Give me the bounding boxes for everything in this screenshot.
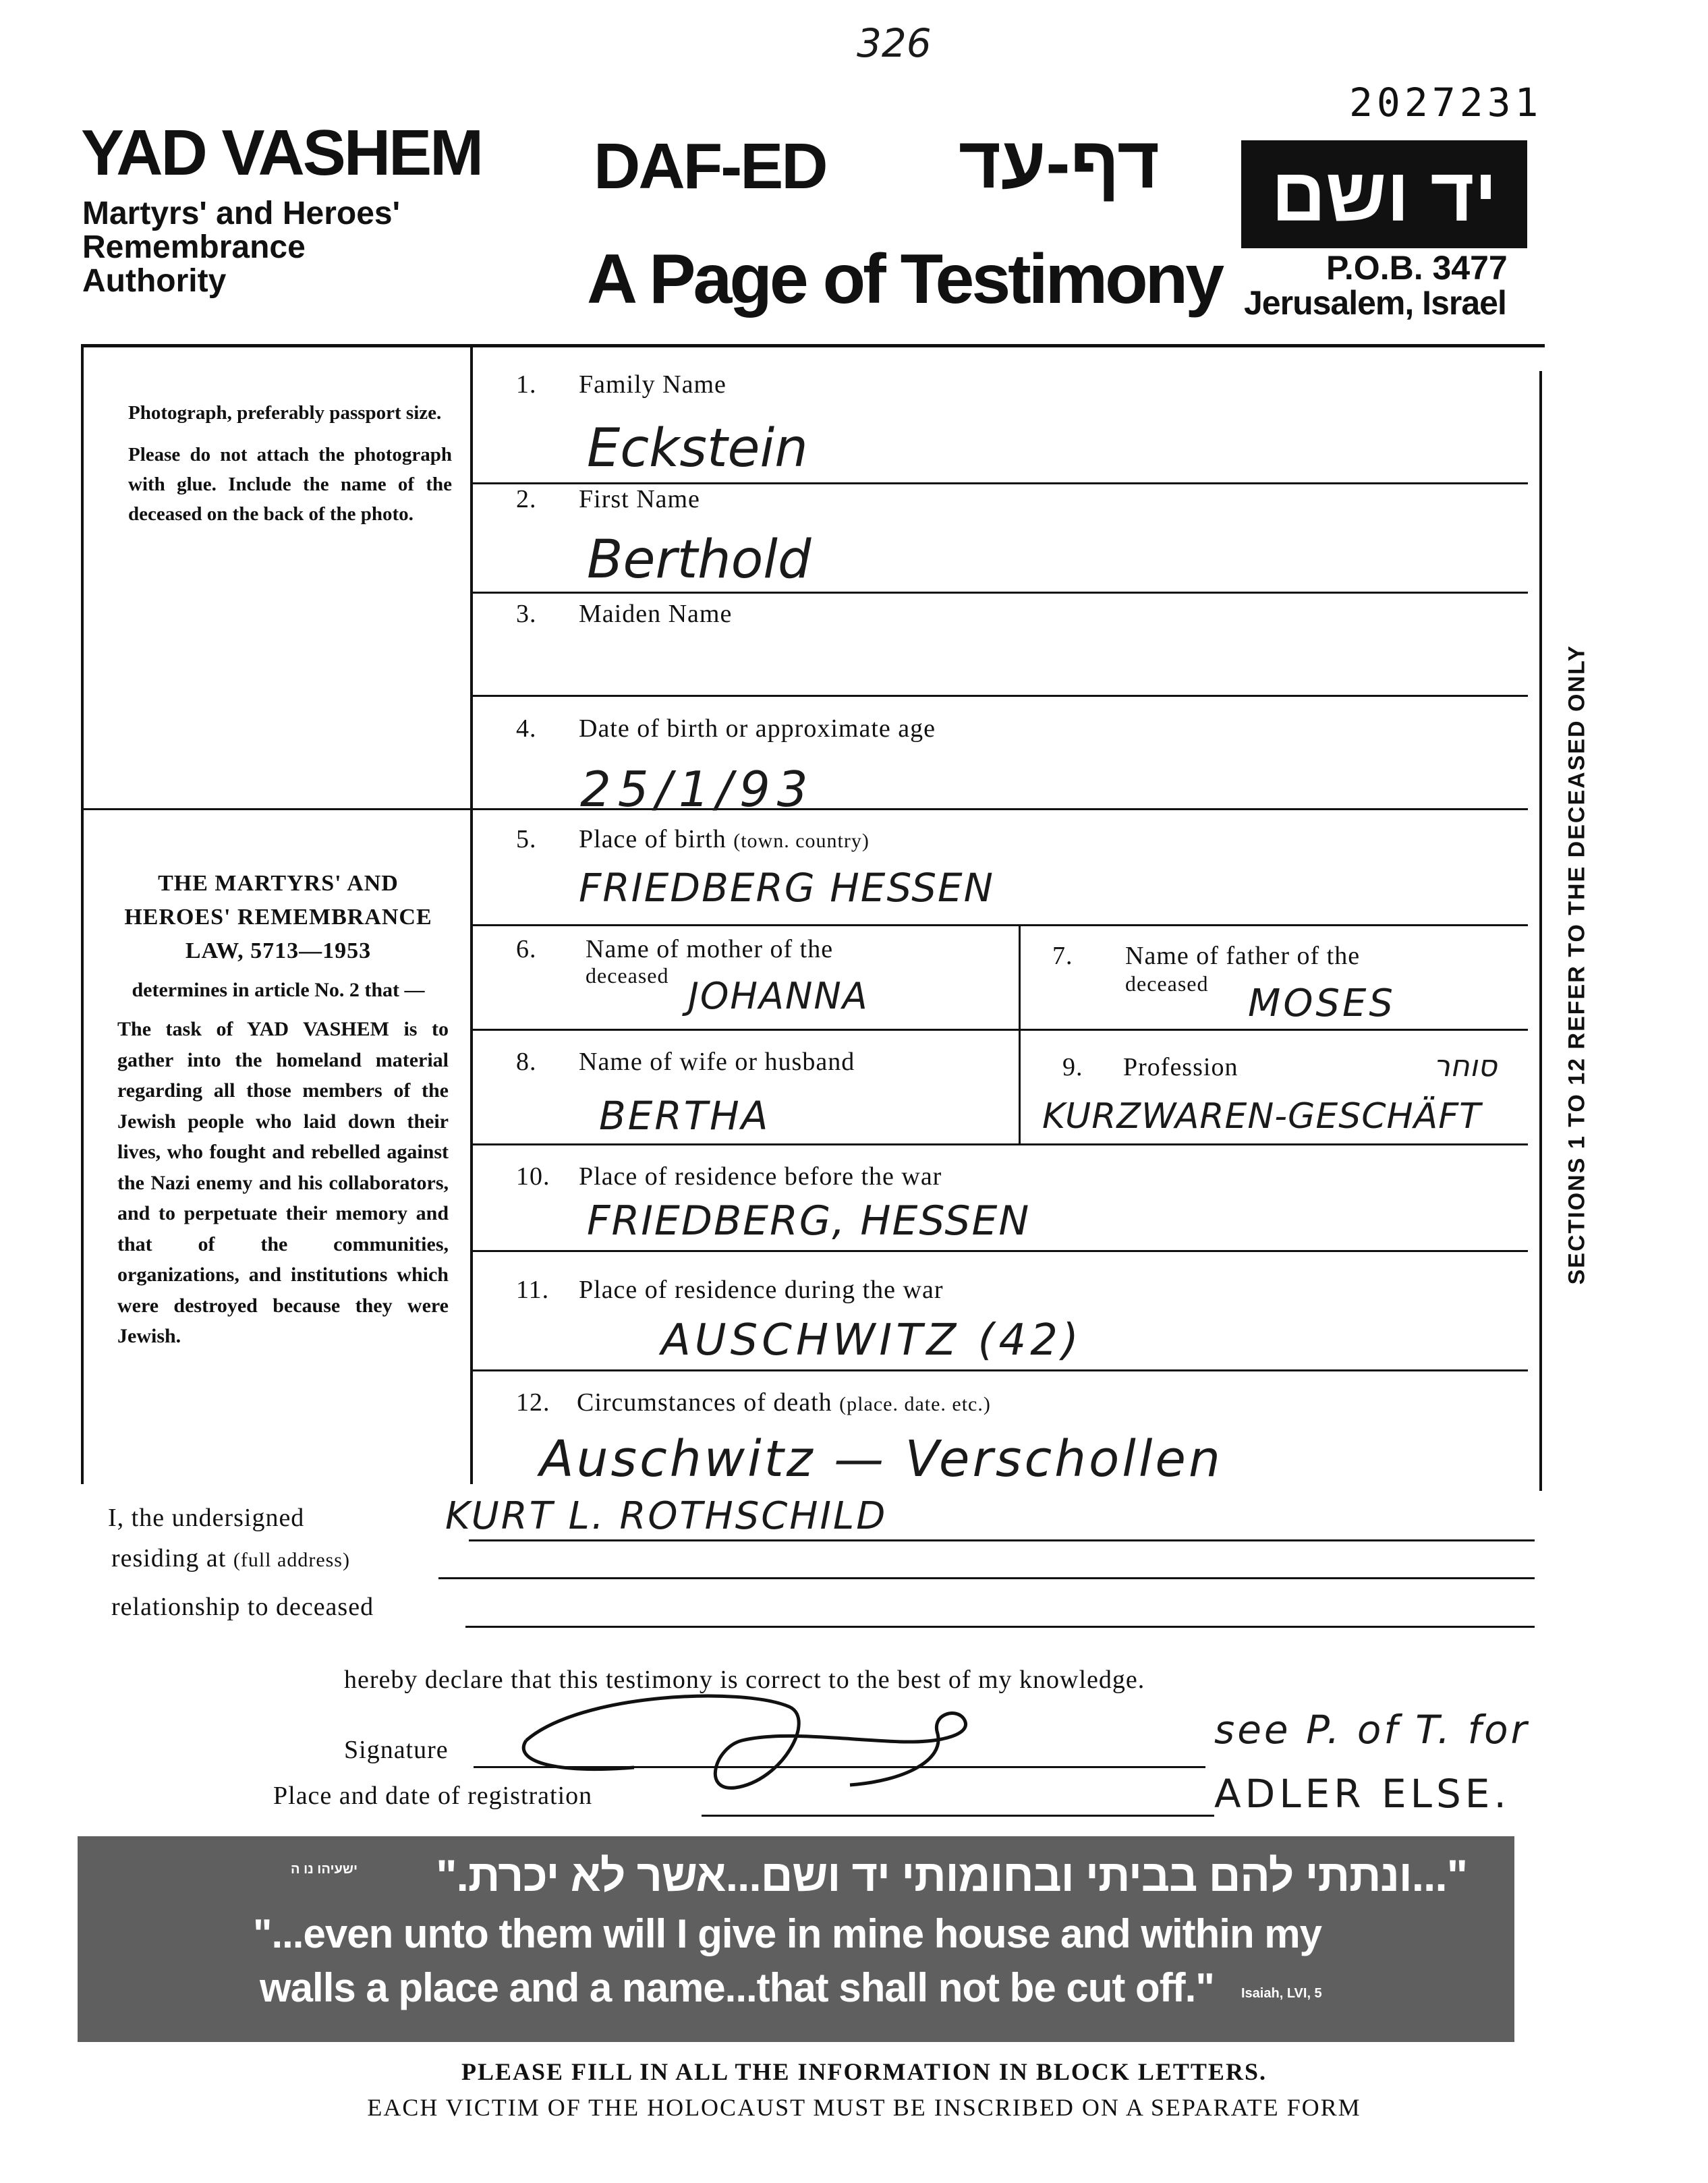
field-8-line [472, 1143, 1528, 1145]
mother-name-value[interactable]: JOHANNA [688, 975, 869, 1017]
law-title: THE MARTYRS' AND HEROES' REMEMBRANCE LAW, 5713—1953 [124, 871, 432, 963]
field-12-label-note: (place. date. etc.) [839, 1393, 991, 1415]
field-6-line [472, 1029, 1528, 1031]
field-11-label: Place of residence during the war [579, 1276, 944, 1304]
field-6-label: Name of mother of the [586, 935, 834, 963]
residing-label-note: (full address) [233, 1549, 350, 1571]
field-10-number: 10. [516, 1162, 550, 1191]
banner-hebrew: "...ונתתי להם בביתי ובחומותי יד ושם...אשר לא יכרת." [436, 1850, 1467, 1900]
org-subtitle-line: Martyrs' and Heroes' [82, 196, 400, 231]
undersigned-value[interactable]: KURT L. ROTHSCHILD [445, 1494, 888, 1538]
undersigned-line [469, 1539, 1535, 1541]
law-body: The task of YAD VASHEM is to gather into the homeland material regarding all those members of the Jewish people who laid down their lives, who fought and rebelled against the Nazi enemy and his collaborators, and to perpetuate their memory and that of the communities, organizations, and institutions which were destroyed because they were Jewish. [117, 1018, 449, 1347]
field-5-label [579, 824, 870, 854]
left-column-divider-h [81, 808, 472, 810]
form-name-hebrew: דף-עד [958, 121, 1160, 203]
field-12-number: 12. [516, 1388, 550, 1417]
frame-right [1539, 371, 1542, 1491]
footer-line-2: EACH VICTIM OF THE HOLOCAUST MUST BE INSCRIBED ON A SEPARATE FORM [367, 2094, 1361, 2121]
law-determines: determines in article No. 2 that — [132, 979, 425, 1001]
field-10-line [472, 1250, 1528, 1252]
org-name: YAD VASHEM [81, 117, 482, 189]
banner-english-1: "...even unto them will I give in mine house and within my [253, 1911, 1322, 1956]
field-2-label: First Name [579, 485, 700, 513]
family-name-value[interactable]: Eckstein [587, 418, 808, 479]
org-subtitle-line: Remembrance [82, 229, 306, 265]
undersigned-label: I, the undersigned [108, 1504, 305, 1532]
side-note: SECTIONS 1 TO 12 REFER TO THE DECEASED ONLY [1564, 644, 1590, 1285]
field-3-line [472, 695, 1528, 697]
banner-english-ref: Isaiah, LVI, 5 [1241, 1986, 1322, 2001]
field-6-label2: deceased [586, 963, 669, 988]
pob: P.O.B. 3477 [1326, 249, 1508, 287]
footer-line-1: PLEASE FILL IN ALL THE INFORMATION IN BLOCK LETTERS. [461, 2058, 1267, 2085]
field-4-label: Date of birth or approximate age [579, 714, 936, 743]
field-2-line [472, 592, 1528, 594]
spouse-name-value[interactable]: BERTHA [599, 1093, 770, 1139]
org-subtitle [82, 197, 400, 298]
field-1-number: 1. [516, 370, 537, 399]
place-date-line [702, 1815, 1214, 1817]
death-circumstances-value[interactable]: Auschwitz — Verschollen [540, 1430, 1223, 1488]
declaration-text: hereby declare that this testimony is correct to the best of my knowledge. [344, 1666, 1145, 1694]
field-3-label: Maiden Name [579, 600, 733, 628]
birth-place-value[interactable]: FRIEDBERG HESSEN [579, 865, 995, 911]
field-5-label-text: Place of birth [579, 825, 727, 853]
field-9-number: 9. [1062, 1053, 1083, 1081]
field-8-number: 8. [516, 1048, 537, 1076]
page-title: A Page of Testimony [587, 240, 1222, 318]
banner-english-2: walls a place and a name...that shall not be cut off." [260, 1965, 1214, 2010]
field-1-label: Family Name [579, 370, 727, 399]
field-11-number: 11. [516, 1276, 550, 1304]
field-8-label: Name of wife or husband [579, 1048, 855, 1076]
field-6-number: 6. [516, 935, 537, 963]
relationship-label: relationship to deceased [111, 1593, 374, 1621]
field-5-line [472, 924, 1528, 926]
frame-left [81, 344, 84, 1484]
photo-note [128, 398, 452, 529]
quote-banner [78, 1836, 1514, 2042]
father-name-value[interactable]: MOSES [1248, 982, 1396, 1025]
field-2-number: 2. [516, 485, 537, 513]
profession-hebrew-note: סוחר [1433, 1049, 1498, 1083]
city: Jerusalem, Israel [1244, 284, 1506, 322]
field-12-label [577, 1388, 991, 1417]
banner-hebrew-ref: ישעיהו נו ה [291, 1862, 358, 1877]
field-4-number: 4. [516, 714, 537, 743]
margin-note-1: see P. of T. for [1214, 1707, 1530, 1753]
field-12-label-text: Circumstances of death [577, 1388, 832, 1417]
relationship-line [465, 1626, 1535, 1628]
residence-before-value[interactable]: FRIEDBERG, HESSEN [587, 1197, 1031, 1245]
residing-label-text: residing at [111, 1544, 227, 1572]
field-5-number: 5. [516, 825, 537, 853]
field-10-label: Place of residence before the war [579, 1162, 942, 1191]
law-note [108, 867, 449, 1352]
field-7-label: Name of father of the [1125, 942, 1361, 970]
form-name: DAF-ED [594, 130, 826, 202]
birth-date-value[interactable]: 25/1/93 [580, 761, 815, 818]
first-name-value[interactable]: Berthold [587, 530, 812, 590]
left-column-divider [470, 344, 473, 1484]
signature-label: Signature [344, 1736, 449, 1764]
signature-stroke [523, 1696, 965, 1788]
yad-vashem-logo [1241, 140, 1527, 248]
photo-note-line2: Please do not attach the photograph with glue. Include the name of the deceased on the back of the photo. [128, 444, 452, 525]
logo-text: יד ושם [1271, 152, 1498, 237]
field-7-number: 7. [1052, 942, 1073, 970]
page-number: 326 [857, 20, 932, 66]
place-date-label: Place and date of registration [273, 1782, 593, 1810]
residing-label [111, 1543, 350, 1573]
frame-top [81, 344, 1545, 347]
field-3-number: 3. [516, 600, 537, 628]
field-6-7-divider [1019, 924, 1021, 1143]
org-subtitle-line: Authority [82, 263, 227, 299]
margin-note-2: ADLER ELSE. [1214, 1771, 1510, 1817]
field-9-label: Profession [1123, 1053, 1239, 1081]
field-7-label2: deceased [1125, 971, 1209, 996]
photo-note-line1: Photograph, preferably passport size. [128, 402, 442, 424]
residing-line [438, 1577, 1535, 1579]
field-11-line [472, 1369, 1528, 1371]
profession-value[interactable]: KURZWAREN-GESCHÄFT [1042, 1096, 1481, 1137]
field-5-label-note: (town. country) [733, 830, 870, 852]
form-number: 2027231 [1349, 80, 1543, 125]
residence-during-value[interactable]: AUSCHWITZ (42) [661, 1315, 1083, 1365]
